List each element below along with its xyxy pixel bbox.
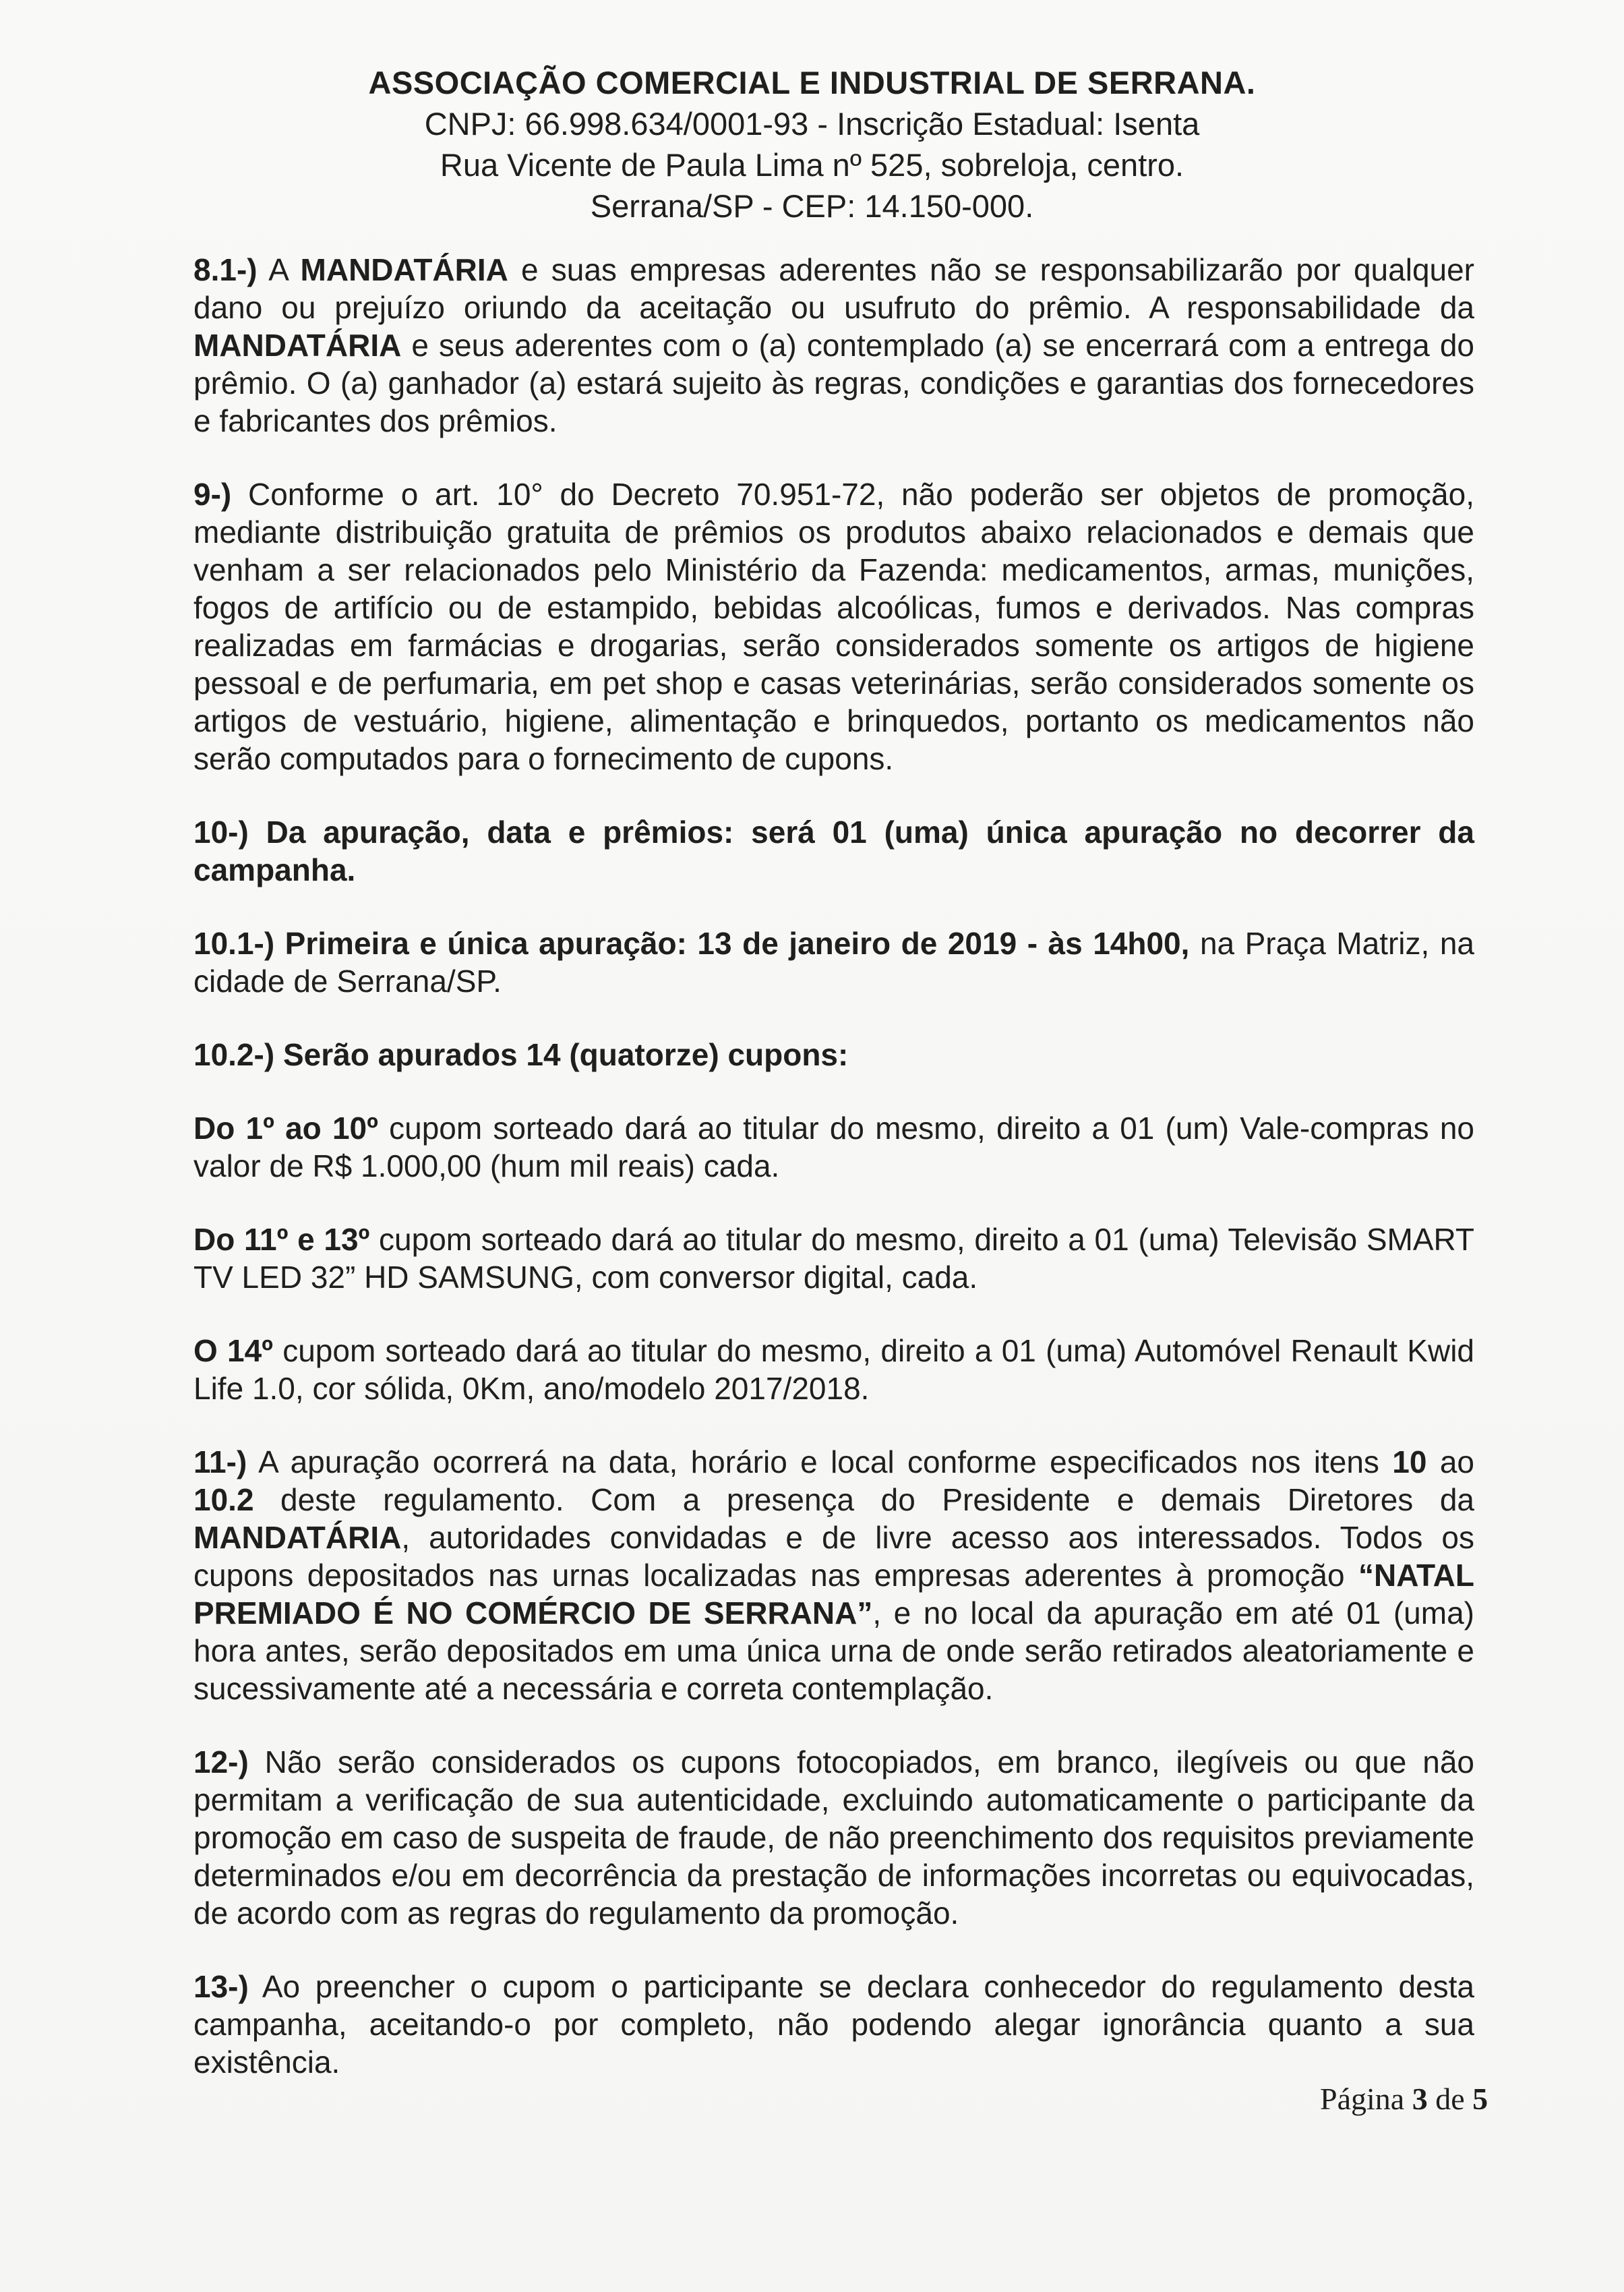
clause-bold: MANDATÁRIA (300, 252, 508, 287)
clause-9 (193, 475, 1474, 777)
clause-bold: 10 (1392, 1444, 1427, 1479)
clause-number: 11-) (193, 1444, 247, 1479)
clause-text: cupom sorteado dará ao titular do mesmo, direito a 01 (uma) Televisão SMART TV LED 32” HD SAMSUNG, com conversor digital, cada. (193, 1222, 1474, 1295)
letterhead (0, 62, 1624, 227)
clause-number: 9-) (193, 477, 232, 512)
clause-number: 8.1-) (193, 252, 258, 287)
organization-name: ASSOCIAÇÃO COMERCIAL E INDUSTRIAL DE SERRANA. (368, 65, 1256, 100)
clause-10-2: 10.2-) Serão apurados 14 (quatorze) cupons: (193, 1037, 849, 1072)
prize-14 (193, 1332, 1474, 1407)
clause-text: e seus aderentes com o (a) contemplado (a) se encerrará com a entrega do prêmio. O (a) ganhador (a) estará sujeito às regras, condições e garantias dos fornecedores e fabricantes dos prêmios. (193, 328, 1474, 438)
clause-text: e suas empresas aderentes não se responsabilizarão por qualquer dano ou prejuízo oriundo da aceitação ou usufruto do prêmio. A responsabilidade da (193, 252, 1475, 325)
clause-text: cupom sorteado dará ao titular do mesmo, direito a 01 (um) Vale-compras no valor de R$ 1.000,00 (hum mil reais) cada. (193, 1111, 1474, 1183)
city-line: Serrana/SP - CEP: 14.150-000. (590, 188, 1034, 224)
clause-text: , autoridades convidadas e de livre acesso aos interessados. Todos os cupons depositados nas urnas localizadas nas empresas aderentes à promoção (193, 1520, 1474, 1593)
clause-bold: Do 1º ao 10º (193, 1111, 378, 1146)
clause-bold: “NATAL PREMIADO É NO COMÉRCIO DE SERRANA” (193, 1558, 1474, 1630)
page-number (1320, 2081, 1488, 2117)
clause-bold: Do 11º e 13º (193, 1222, 370, 1257)
page-current: 3 (1412, 2082, 1428, 2116)
clause-bold: MANDATÁRIA (193, 328, 402, 363)
document-body (193, 251, 1474, 2117)
clause-text: na Praça Matriz, na cidade de Serrana/SP. (193, 926, 1474, 999)
clause-11 (193, 1443, 1474, 1707)
page-of: de (1435, 2082, 1465, 2116)
page-word: Página (1320, 2082, 1405, 2116)
clause-text: , e no local da apuração em até 01 (uma) hora antes, serão depositados em uma única urna de onde serão retirados aleatoriamente e sucessivamente até a necessária e correta contemplação. (193, 1595, 1474, 1706)
prize-1-to-10 (193, 1109, 1474, 1185)
clause-12 (193, 1743, 1474, 1932)
prize-11-and-13 (193, 1221, 1474, 1296)
clause-text: ao (1426, 1444, 1474, 1479)
clause-bold: O 14º (193, 1333, 273, 1368)
clause-13 (193, 1968, 1474, 2081)
clause-text: Conforme o art. 10° do Decreto 70.951-72, não poderão ser objetos de promoção, mediante distribuição gratuita de prêmios os produtos abaixo relacionados e demais que venham a ser relacionados pelo Ministério da Fazenda: medicamentos, armas, munições, fogos de artifício ou de estampido, bebidas alcoólicas, fumos e derivados. Nas compras realizadas em farmácias e drogarias, serão considerados somente os artigos de higiene pessoal e de perfumaria, em pet shop e casas veterinárias, serão considerados somente os artigos de vestuário, higiene, alimentação e brinquedos, portanto os medicamentos não serão computados para o fornecimento de cupons. (193, 477, 1474, 776)
clause-bold: 10.2 (193, 1482, 254, 1517)
clause-text: A (257, 252, 301, 287)
page-total: 5 (1472, 2082, 1488, 2116)
clause-8-1 (193, 251, 1474, 440)
clause-text: Não serão considerados os cupons fotocopiados, em branco, ilegíveis ou que não permitam a verificação de sua autenticidade, excluindo automaticamente o participante da promoção em caso de suspeita de fraude, de não preenchimento dos requisitos previamente determinados e/ou em decorrência da prestação de informações incorretas ou equivocadas, de acordo com as regras do regulamento da promoção. (193, 1744, 1474, 1931)
clause-10-1 (193, 924, 1474, 1000)
clause-number: 13-) (193, 1969, 249, 2004)
clause-bold: MANDATÁRIA (193, 1520, 402, 1555)
clause-10: 10-) Da apuração, data e prêmios: será 01 (uma) única apuração no decorrer da campanha. (193, 815, 1474, 887)
clause-text: Ao preencher o cupom o participante se declara conhecedor do regulamento desta campanha, aceitando-o por completo, não podendo alegar ignorância quanto a sua existência. (193, 1969, 1474, 2080)
clause-bold: 10.1-) Primeira e única apuração: 13 de janeiro de 2019 - às 14h00, (193, 926, 1190, 961)
clause-number: 12-) (193, 1744, 249, 1780)
clause-text: A apuração ocorrerá na data, horário e local conforme especificados nos itens (247, 1444, 1393, 1479)
cnpj-line: CNPJ: 66.998.634/0001-93 - Inscrição Estadual: Isenta (424, 106, 1200, 142)
clause-text: cupom sorteado dará ao titular do mesmo, direito a 01 (uma) Automóvel Renault Kwid Life 1.0, cor sólida, 0Km, ano/modelo 2017/2018. (193, 1333, 1474, 1406)
clause-text: deste regulamento. Com a presença do Presidente e demais Diretores da (253, 1482, 1474, 1517)
address-line: Rua Vicente de Paula Lima nº 525, sobreloja, centro. (440, 147, 1184, 183)
